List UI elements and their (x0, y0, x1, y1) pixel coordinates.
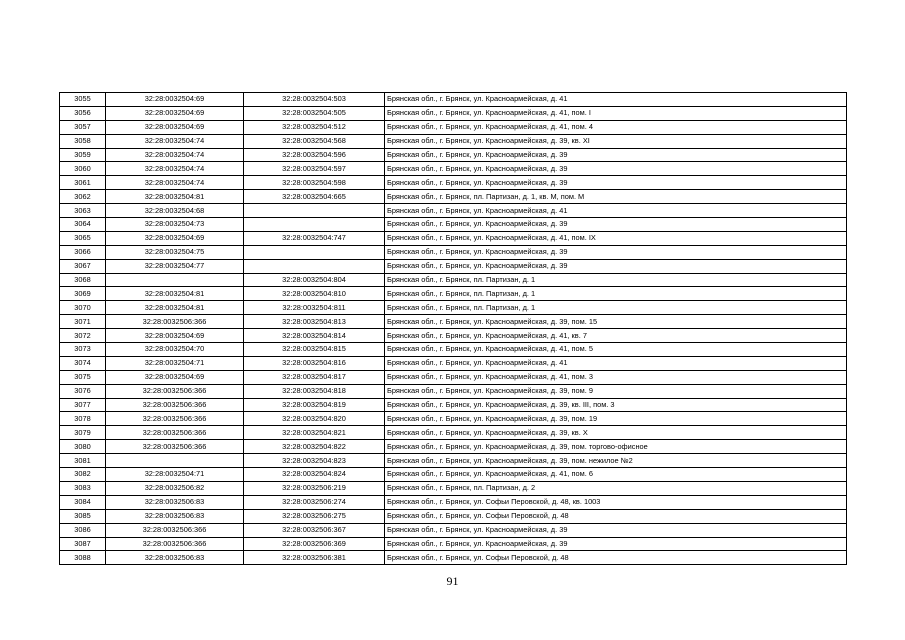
object-cadastral-number-cell: 32:28:0032504:505 (244, 106, 385, 120)
object-cadastral-number-cell: 32:28:0032506:381 (244, 551, 385, 565)
row-number-cell: 3081 (60, 454, 106, 468)
row-number-cell: 3071 (60, 315, 106, 329)
parent-cadastral-number-cell: 32:28:0032506:366 (106, 315, 244, 329)
address-cell: Брянская обл., г. Брянск, ул. Красноармейская, д. 41, пом. 3 (385, 370, 847, 384)
parent-cadastral-number-cell: 32:28:0032504:81 (106, 301, 244, 315)
address-cell: Брянская обл., г. Брянск, ул. Софьи Перовской, д. 48 (385, 509, 847, 523)
table-row (60, 273, 847, 287)
object-cadastral-number-cell: 32:28:0032504:747 (244, 231, 385, 245)
table-row (60, 245, 847, 259)
row-number-cell: 3056 (60, 106, 106, 120)
table-row (60, 370, 847, 384)
row-number-cell: 3076 (60, 384, 106, 398)
object-cadastral-number-cell (244, 204, 385, 218)
object-cadastral-number-cell: 32:28:0032506:274 (244, 495, 385, 509)
table-row (60, 495, 847, 509)
object-cadastral-number-cell: 32:28:0032504:596 (244, 148, 385, 162)
address-cell: Брянская обл., г. Брянск, ул. Красноармейская, д. 39, кв. III, пом. 3 (385, 398, 847, 412)
parent-cadastral-number-cell: 32:28:0032504:74 (106, 176, 244, 190)
parent-cadastral-number-cell (106, 273, 244, 287)
address-cell: Брянская обл., г. Брянск, ул. Красноармейская, д. 39, пом. торгово-офисное (385, 440, 847, 454)
table-row (60, 481, 847, 495)
table-row (60, 120, 847, 134)
parent-cadastral-number-cell: 32:28:0032504:81 (106, 190, 244, 204)
address-cell: Брянская обл., г. Брянск, ул. Красноармейская, д. 39, кв. X (385, 426, 847, 440)
object-cadastral-number-cell: 32:28:0032504:811 (244, 301, 385, 315)
parent-cadastral-number-cell (106, 454, 244, 468)
row-number-cell: 3061 (60, 176, 106, 190)
object-cadastral-number-cell: 32:28:0032506:367 (244, 523, 385, 537)
address-cell: Брянская обл., г. Брянск, ул. Красноармейская, д. 39 (385, 245, 847, 259)
row-number-cell: 3065 (60, 231, 106, 245)
object-cadastral-number-cell: 32:28:0032506:275 (244, 509, 385, 523)
table-row (60, 509, 847, 523)
object-cadastral-number-cell: 32:28:0032504:568 (244, 134, 385, 148)
table-row (60, 176, 847, 190)
parent-cadastral-number-cell: 32:28:0032504:69 (106, 93, 244, 107)
parent-cadastral-number-cell: 32:28:0032504:69 (106, 231, 244, 245)
address-cell: Брянская обл., г. Брянск, пл. Партизан, д. 1 (385, 301, 847, 315)
table-row (60, 259, 847, 273)
parent-cadastral-number-cell: 32:28:0032506:82 (106, 481, 244, 495)
parent-cadastral-number-cell: 32:28:0032504:74 (106, 134, 244, 148)
address-cell: Брянская обл., г. Брянск, ул. Красноармейская, д. 39, пом. 15 (385, 315, 847, 329)
address-cell: Брянская обл., г. Брянск, ул. Красноармейская, д. 41 (385, 204, 847, 218)
table-row (60, 329, 847, 343)
address-cell: Брянская обл., г. Брянск, ул. Софьи Перовской, д. 48 (385, 551, 847, 565)
row-number-cell: 3055 (60, 93, 106, 107)
address-cell: Брянская обл., г. Брянск, ул. Красноармейская, д. 39, пом. 9 (385, 384, 847, 398)
parent-cadastral-number-cell: 32:28:0032504:71 (106, 468, 244, 482)
object-cadastral-number-cell (244, 245, 385, 259)
object-cadastral-number-cell: 32:28:0032504:665 (244, 190, 385, 204)
address-cell: Брянская обл., г. Брянск, ул. Красноармейская, д. 39, кв. XI (385, 134, 847, 148)
row-number-cell: 3088 (60, 551, 106, 565)
row-number-cell: 3079 (60, 426, 106, 440)
address-cell: Брянская обл., г. Брянск, ул. Красноармейская, д. 41, пом. I (385, 106, 847, 120)
object-cadastral-number-cell: 32:28:0032504:813 (244, 315, 385, 329)
parent-cadastral-number-cell: 32:28:0032504:69 (106, 120, 244, 134)
table-body (60, 93, 847, 565)
row-number-cell: 3064 (60, 218, 106, 232)
row-number-cell: 3072 (60, 329, 106, 343)
address-cell: Брянская обл., г. Брянск, ул. Красноармейская, д. 39, пом. нежилое №2 (385, 454, 847, 468)
parent-cadastral-number-cell: 32:28:0032506:366 (106, 440, 244, 454)
parent-cadastral-number-cell: 32:28:0032506:366 (106, 412, 244, 426)
object-cadastral-number-cell: 32:28:0032506:369 (244, 537, 385, 551)
parent-cadastral-number-cell: 32:28:0032504:69 (106, 329, 244, 343)
parent-cadastral-number-cell: 32:28:0032504:71 (106, 356, 244, 370)
object-cadastral-number-cell: 32:28:0032504:824 (244, 468, 385, 482)
table-row (60, 551, 847, 565)
parent-cadastral-number-cell: 32:28:0032504:69 (106, 370, 244, 384)
table-row (60, 162, 847, 176)
table-row (60, 398, 847, 412)
parent-cadastral-number-cell: 32:28:0032506:366 (106, 426, 244, 440)
table-row (60, 315, 847, 329)
row-number-cell: 3087 (60, 537, 106, 551)
parent-cadastral-number-cell: 32:28:0032506:83 (106, 495, 244, 509)
row-number-cell: 3063 (60, 204, 106, 218)
table-row (60, 93, 847, 107)
address-cell: Брянская обл., г. Брянск, пл. Партизан, д. 1 (385, 273, 847, 287)
parent-cadastral-number-cell: 32:28:0032506:366 (106, 398, 244, 412)
object-cadastral-number-cell (244, 218, 385, 232)
table-row (60, 356, 847, 370)
object-cadastral-number-cell: 32:28:0032504:822 (244, 440, 385, 454)
table-row (60, 231, 847, 245)
parent-cadastral-number-cell: 32:28:0032506:366 (106, 523, 244, 537)
address-cell: Брянская обл., г. Брянск, пл. Партизан, д. 1, кв. М, пом. М (385, 190, 847, 204)
table-row (60, 204, 847, 218)
object-cadastral-number-cell: 32:28:0032504:598 (244, 176, 385, 190)
object-cadastral-number-cell: 32:28:0032504:503 (244, 93, 385, 107)
row-number-cell: 3067 (60, 259, 106, 273)
parent-cadastral-number-cell: 32:28:0032504:70 (106, 343, 244, 357)
address-cell: Брянская обл., г. Брянск, пл. Партизан, д. 1 (385, 287, 847, 301)
object-cadastral-number-cell: 32:28:0032504:817 (244, 370, 385, 384)
object-cadastral-number-cell: 32:28:0032504:816 (244, 356, 385, 370)
row-number-cell: 3057 (60, 120, 106, 134)
address-cell: Брянская обл., г. Брянск, ул. Красноармейская, д. 39 (385, 162, 847, 176)
address-cell: Брянская обл., г. Брянск, ул. Красноармейская, д. 39 (385, 218, 847, 232)
table-row (60, 454, 847, 468)
table-row (60, 106, 847, 120)
table-row (60, 301, 847, 315)
table-row (60, 148, 847, 162)
row-number-cell: 3083 (60, 481, 106, 495)
table-row (60, 537, 847, 551)
row-number-cell: 3078 (60, 412, 106, 426)
table-row (60, 343, 847, 357)
parent-cadastral-number-cell: 32:28:0032506:366 (106, 537, 244, 551)
row-number-cell: 3082 (60, 468, 106, 482)
table-row (60, 468, 847, 482)
object-cadastral-number-cell: 32:28:0032504:815 (244, 343, 385, 357)
address-cell: Брянская обл., г. Брянск, ул. Красноармейская, д. 39 (385, 176, 847, 190)
table-row (60, 412, 847, 426)
object-cadastral-number-cell: 32:28:0032504:597 (244, 162, 385, 176)
table-row (60, 384, 847, 398)
row-number-cell: 3084 (60, 495, 106, 509)
object-cadastral-number-cell: 32:28:0032504:818 (244, 384, 385, 398)
table-row (60, 134, 847, 148)
object-cadastral-number-cell: 32:28:0032504:823 (244, 454, 385, 468)
address-cell: Брянская обл., г. Брянск, ул. Красноармейская, д. 41, пом. 5 (385, 343, 847, 357)
address-cell: Брянская обл., г. Брянск, ул. Красноармейская, д. 41, пом. 6 (385, 468, 847, 482)
parent-cadastral-number-cell: 32:28:0032504:68 (106, 204, 244, 218)
address-cell: Брянская обл., г. Брянск, ул. Красноармейская, д. 41 (385, 93, 847, 107)
parent-cadastral-number-cell: 32:28:0032504:73 (106, 218, 244, 232)
row-number-cell: 3070 (60, 301, 106, 315)
address-cell: Брянская обл., г. Брянск, ул. Красноармейская, д. 41, кв. 7 (385, 329, 847, 343)
parent-cadastral-number-cell: 32:28:0032504:77 (106, 259, 244, 273)
cadastral-table (59, 92, 847, 565)
row-number-cell: 3069 (60, 287, 106, 301)
address-cell: Брянская обл., г. Брянск, ул. Красноармейская, д. 39, пом. 19 (385, 412, 847, 426)
parent-cadastral-number-cell: 32:28:0032506:83 (106, 551, 244, 565)
address-cell: Брянская обл., г. Брянск, ул. Красноармейская, д. 41 (385, 356, 847, 370)
row-number-cell: 3074 (60, 356, 106, 370)
parent-cadastral-number-cell: 32:28:0032504:74 (106, 148, 244, 162)
table-row (60, 440, 847, 454)
address-cell: Брянская обл., г. Брянск, ул. Красноармейская, д. 41, пом. IX (385, 231, 847, 245)
row-number-cell: 3068 (60, 273, 106, 287)
table-row (60, 287, 847, 301)
table-row (60, 190, 847, 204)
parent-cadastral-number-cell: 32:28:0032506:366 (106, 384, 244, 398)
address-cell: Брянская обл., г. Брянск, ул. Софьи Перовской, д. 48, кв. 1003 (385, 495, 847, 509)
table-row (60, 426, 847, 440)
row-number-cell: 3085 (60, 509, 106, 523)
object-cadastral-number-cell: 32:28:0032504:814 (244, 329, 385, 343)
address-cell: Брянская обл., г. Брянск, ул. Красноармейская, д. 39 (385, 523, 847, 537)
row-number-cell: 3062 (60, 190, 106, 204)
object-cadastral-number-cell: 32:28:0032506:219 (244, 481, 385, 495)
row-number-cell: 3086 (60, 523, 106, 537)
object-cadastral-number-cell: 32:28:0032504:820 (244, 412, 385, 426)
row-number-cell: 3060 (60, 162, 106, 176)
row-number-cell: 3059 (60, 148, 106, 162)
table-row (60, 218, 847, 232)
parent-cadastral-number-cell: 32:28:0032506:83 (106, 509, 244, 523)
parent-cadastral-number-cell: 32:28:0032504:75 (106, 245, 244, 259)
table-row (60, 523, 847, 537)
row-number-cell: 3077 (60, 398, 106, 412)
row-number-cell: 3080 (60, 440, 106, 454)
address-cell: Брянская обл., г. Брянск, ул. Красноармейская, д. 39 (385, 148, 847, 162)
object-cadastral-number-cell: 32:28:0032504:819 (244, 398, 385, 412)
page-number: 91 (446, 574, 459, 588)
object-cadastral-number-cell (244, 259, 385, 273)
address-cell: Брянская обл., г. Брянск, ул. Красноармейская, д. 39 (385, 537, 847, 551)
address-cell: Брянская обл., г. Брянск, ул. Красноармейская, д. 39 (385, 259, 847, 273)
row-number-cell: 3075 (60, 370, 106, 384)
parent-cadastral-number-cell: 32:28:0032504:81 (106, 287, 244, 301)
object-cadastral-number-cell: 32:28:0032504:810 (244, 287, 385, 301)
row-number-cell: 3073 (60, 343, 106, 357)
object-cadastral-number-cell: 32:28:0032504:821 (244, 426, 385, 440)
address-cell: Брянская обл., г. Брянск, ул. Красноармейская, д. 41, пом. 4 (385, 120, 847, 134)
object-cadastral-number-cell: 32:28:0032504:512 (244, 120, 385, 134)
object-cadastral-number-cell: 32:28:0032504:804 (244, 273, 385, 287)
row-number-cell: 3058 (60, 134, 106, 148)
address-cell: Брянская обл., г. Брянск, пл. Партизан, д. 2 (385, 481, 847, 495)
parent-cadastral-number-cell: 32:28:0032504:74 (106, 162, 244, 176)
row-number-cell: 3066 (60, 245, 106, 259)
parent-cadastral-number-cell: 32:28:0032504:69 (106, 106, 244, 120)
